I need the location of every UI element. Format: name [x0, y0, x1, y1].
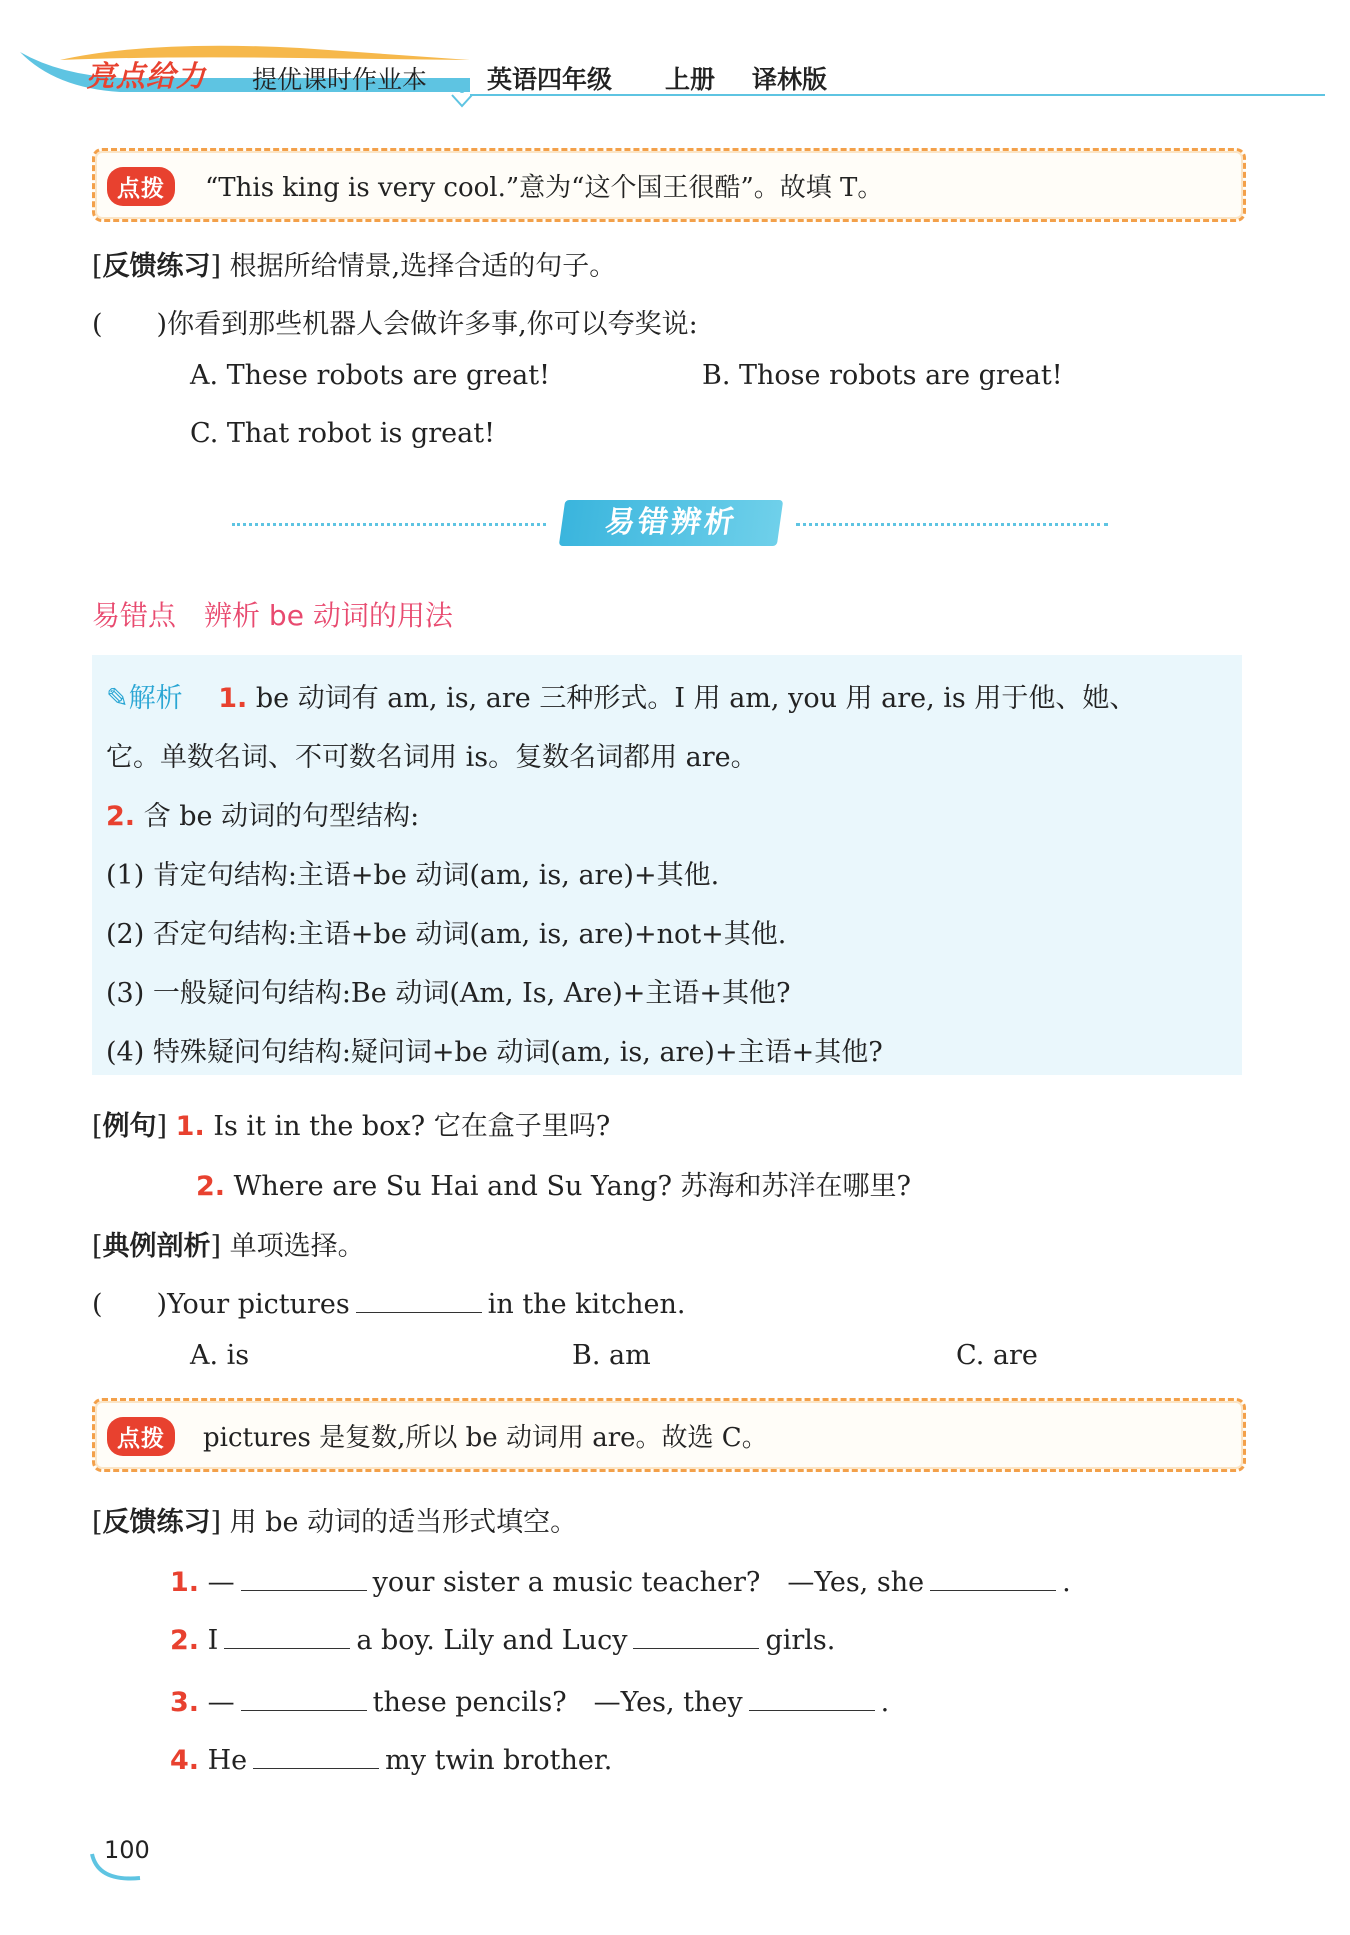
typical-option-a[interactable]: A. is: [190, 1340, 250, 1371]
analysis-icon: ✎: [106, 683, 129, 714]
typical-heading: [典例剖析] 单项选择。: [92, 1231, 365, 1262]
period: .: [1062, 1567, 1071, 1598]
tip-text-2: pictures 是复数,所以 be 动词用 are。故选 C。: [203, 1423, 768, 1453]
exercise-2-end: girls.: [765, 1625, 836, 1656]
typical-question: [92, 1282, 685, 1321]
typical-label: 典例剖析: [102, 1231, 211, 1262]
typical-q-after: in the kitchen.: [487, 1289, 686, 1320]
feedback-heading-1: [反馈练习] 根据所给情景,选择合适的句子。: [92, 251, 617, 282]
exercise-3-reply: —Yes, they: [593, 1687, 743, 1718]
answer-paren-2[interactable]: ( ): [92, 1289, 168, 1320]
answer-paren[interactable]: ( ): [92, 309, 168, 340]
analysis-text-2: 含 be 动词的句型结构:: [143, 801, 420, 832]
exercise-4-text: my twin brother.: [385, 1745, 613, 1776]
volume-label: 上册: [665, 65, 716, 94]
dash: —: [207, 1687, 235, 1718]
exercise-num-1: 1.: [170, 1567, 200, 1598]
analysis-line-2: 它。单数名词、不可数名词用 is。复数名词都用 are。: [106, 742, 758, 773]
example-text-2: Where are Su Hai and Su Yang? 苏海和苏洋在哪里?: [233, 1171, 911, 1202]
typical-option-c[interactable]: C. are: [956, 1340, 1038, 1371]
example-line-2: [196, 1164, 911, 1203]
structure-1: (1) 肯定句结构:主语+be 动词(am, is, are)+其他.: [106, 860, 720, 891]
exercise-1: [170, 1560, 1071, 1599]
exercise-num-3: 3.: [170, 1687, 200, 1718]
blank-2a[interactable]: [224, 1620, 350, 1649]
analysis-line-1: [106, 676, 1136, 715]
exercise-2: [170, 1620, 835, 1656]
structure-4: (4) 特殊疑问句结构:疑问词+be 动词(am, is, are)+主语+其他?: [106, 1037, 883, 1068]
analysis-text-1: be 动词有 am, is, are 三种形式。I 用 am, you 用 are, is 用于他、她、: [255, 683, 1137, 714]
blank-1b[interactable]: [930, 1562, 1056, 1591]
tip-badge: 点拨: [107, 167, 175, 206]
question-line: [92, 302, 698, 341]
analysis-num-1: 1.: [218, 683, 248, 714]
error-point-text: 辨析 be 动词的用法: [204, 599, 453, 632]
feedback-instruction: 根据所给情景,选择合适的句子。: [229, 251, 617, 282]
series-title: 提优课时作业本: [252, 65, 428, 94]
structure-3: (3) 一般疑问句结构:Be 动词(Am, Is, Are)+主语+其他?: [106, 978, 791, 1009]
option-b[interactable]: B. Those robots are great!: [702, 360, 1063, 391]
tip-badge-2: 点拨: [107, 1417, 175, 1456]
exercise-num-4: 4.: [170, 1745, 200, 1776]
dash: —: [207, 1567, 235, 1598]
exercise-4: [170, 1740, 612, 1776]
divider-right: [796, 523, 1108, 526]
analysis-num-2: 2.: [106, 801, 136, 832]
brand-logo: 亮点给力: [86, 59, 207, 93]
analysis-line-3: [106, 794, 419, 833]
exercise-1-text: your sister a music teacher?: [372, 1567, 761, 1598]
feedback-label: 反馈练习: [102, 251, 211, 282]
exercise-1-reply: —Yes, she: [787, 1567, 925, 1598]
tip-text: “This king is very cool.”意为“这个国王很酷”。故填 T。: [205, 173, 884, 203]
structure-2: (2) 否定句结构:主语+be 动词(am, is, are)+not+其他.: [106, 919, 787, 950]
period: .: [880, 1687, 890, 1718]
option-a[interactable]: A. These robots are great!: [190, 360, 550, 391]
example-text-1: Is it in the box? 它在盒子里吗?: [213, 1111, 611, 1142]
blank-3b[interactable]: [749, 1682, 875, 1711]
tip-box-1: [92, 148, 1246, 222]
edition-label: 译林版: [752, 65, 828, 94]
exercise-2-subject: I: [207, 1625, 219, 1656]
typical-instruction: 单项选择。: [229, 1231, 365, 1262]
feedback-label-2: 反馈练习: [102, 1507, 211, 1538]
blank-2b[interactable]: [633, 1620, 759, 1649]
blank-4[interactable]: [253, 1740, 379, 1769]
page-number: 100: [104, 1836, 150, 1864]
option-c[interactable]: C. That robot is great!: [190, 418, 495, 449]
section-banner: 易错辨析: [559, 500, 783, 546]
subject-label: 英语四年级: [487, 65, 613, 94]
analysis-label: 解析: [128, 683, 183, 714]
tip-box-2: [92, 1398, 1246, 1472]
exercise-4-subject: He: [207, 1745, 248, 1776]
divider-left: [232, 523, 546, 526]
exercise-2-text: a boy. Lily and Lucy: [356, 1625, 628, 1656]
blank-3a[interactable]: [241, 1682, 367, 1711]
exercise-3: [170, 1680, 889, 1719]
example-line-1: [例句] 1. Is it in the box? 它在盒子里吗?: [92, 1111, 611, 1142]
example-num-1: 1.: [175, 1111, 205, 1142]
error-point-title: [92, 594, 453, 634]
example-num-2: 2.: [196, 1171, 226, 1202]
exercise-num-2: 2.: [170, 1625, 200, 1656]
feedback-instruction-2: 用 be 动词的适当形式填空。: [229, 1507, 578, 1538]
error-point-label: 易错点: [92, 599, 177, 632]
answer-blank[interactable]: [356, 1284, 482, 1313]
feedback-heading-2: [反馈练习] 用 be 动词的适当形式填空。: [92, 1507, 578, 1538]
blank-1a[interactable]: [241, 1562, 367, 1591]
question-text: 你看到那些机器人会做许多事,你可以夸奖说:: [167, 309, 698, 340]
example-label: 例句: [102, 1111, 157, 1142]
exercise-3-text: these pencils?: [372, 1687, 567, 1718]
typical-option-b[interactable]: B. am: [572, 1340, 651, 1371]
typical-q-before: Your pictures: [167, 1289, 350, 1320]
